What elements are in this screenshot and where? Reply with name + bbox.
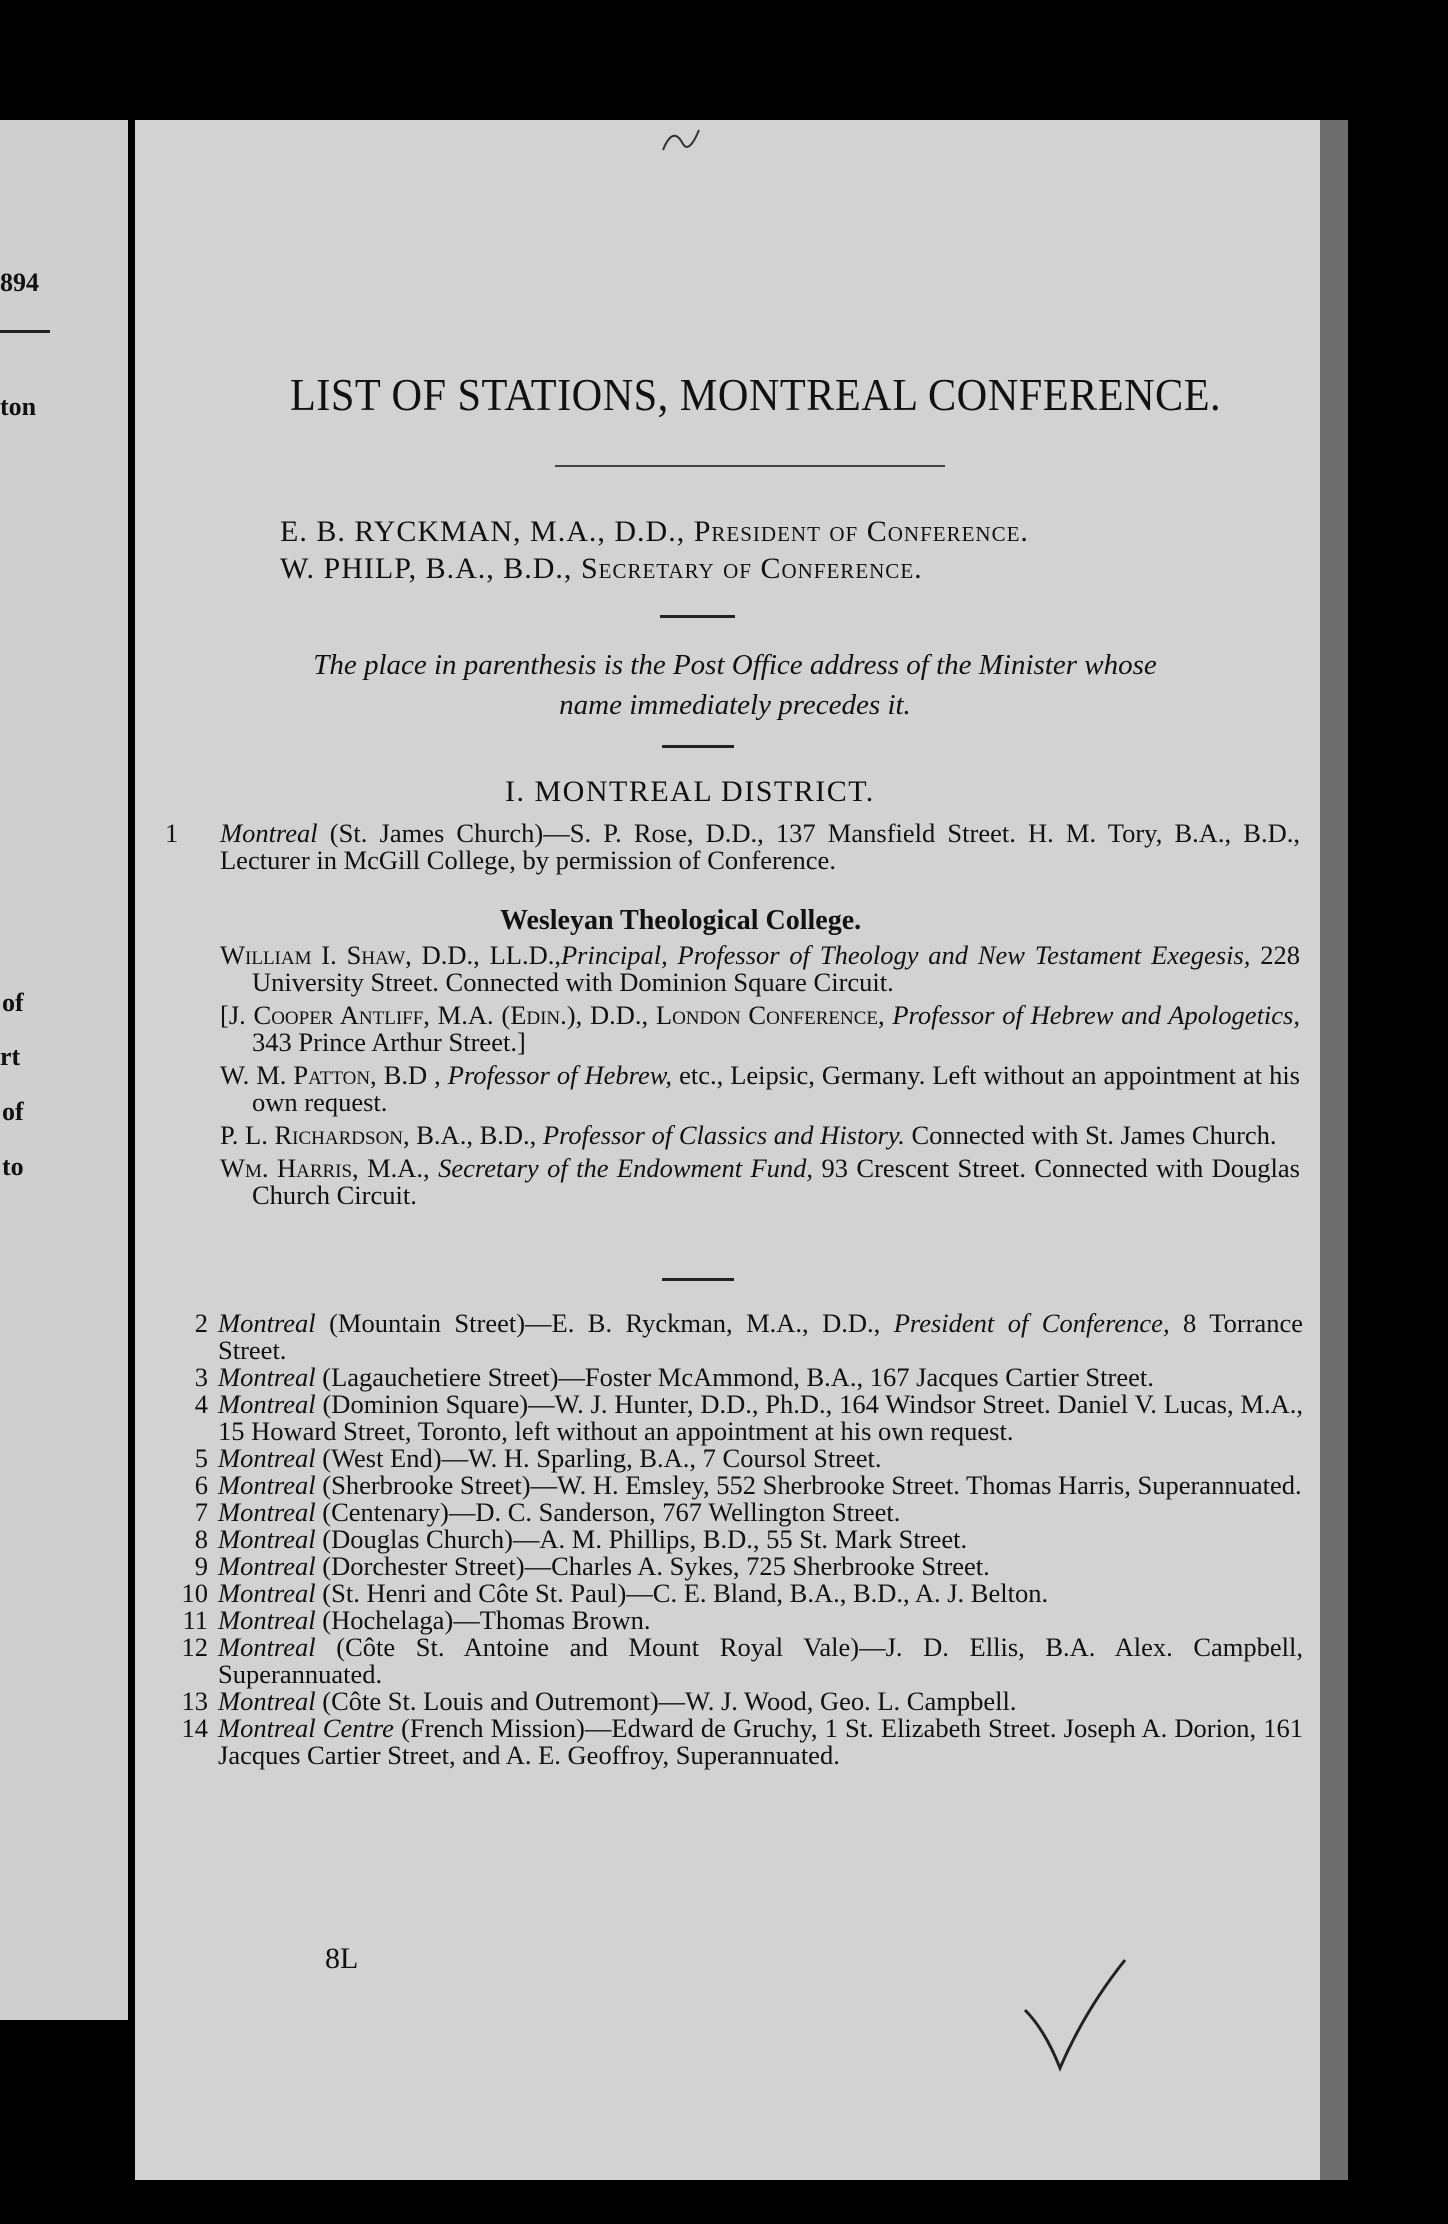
station-text: (Côte St. Antoine and Mount Royal Vale)—J. D. Ellis, B.A. Alex. Campbell, Superannuated. [218,1632,1303,1689]
station-entry [163,1526,1303,1553]
station-place: Montreal [218,1686,316,1716]
station-title: President of Conference, [880,1308,1170,1338]
officer-name: E. B. RYCKMAN, M.A., D.D., [280,515,686,548]
station-number: 5 [194,1443,208,1473]
station-text: (St. Henri and Côte St. Paul)—C. E. Bland, B.A., B.D., A. J. Belton. [315,1578,1049,1608]
station-place: Montreal [218,1632,316,1662]
station-text: (St. James Church)—S. P. Rose, D.D., 137 Mansfield Street. H. M. Tory, B.A., B.D., Lecturer in McGill College, by permission of Conference. [220,818,1300,875]
station-number: 12 [181,1632,208,1662]
adjacent-page-rule [0,330,50,333]
station-number: 14 [181,1713,208,1743]
station-place: Montreal [218,1443,316,1473]
station-text: (Mountain Street)—E. B. Ryckman, M.A., D.D., [315,1308,881,1338]
station-number: 1 [165,818,179,848]
staff-member [220,1153,1300,1210]
page-title: LIST OF STATIONS, MONTREAL CONFERENCE. [290,369,1222,420]
officer-name: W. PHILP, B.A., B.D., [280,552,573,585]
station-entry [163,1688,1303,1715]
note-line: The place in parenthesis is the Post Office address of the Minister whose [313,649,1157,681]
station-entry [163,1607,1303,1634]
station-place: Montreal [218,1308,316,1338]
station-entry [163,1715,1303,1769]
station-address: 8 Torrance Street. [218,1308,1303,1365]
signature-mark: 8L [325,1942,359,1975]
staff-details: 228 University Street. Connected with Dominion Square Circuit. [252,940,1301,997]
station-entry [163,1364,1303,1391]
station-entry [163,1580,1303,1607]
station-list [163,1310,1303,1769]
adjacent-page-text: rt [0,1042,21,1071]
staff-name: P. L. Richardson, B.A., B.D., [220,1120,537,1150]
station-text: (Centenary)—D. C. Sanderson, 767 Wellington Street. [315,1497,901,1527]
station-place: Montreal [218,1605,316,1635]
station-number: 10 [181,1578,208,1608]
adjacent-page-text: of [2,988,24,1017]
station-text: (Dorchester Street)—Charles A. Sykes, 725 Sherbrooke Street. [315,1551,990,1581]
station-text: (Hochelaga)—Thomas Brown. [315,1605,651,1635]
station-place: Montreal [218,1524,316,1554]
station-entry [163,1472,1303,1499]
station-place: Montreal [218,1362,316,1392]
station-number: 3 [194,1362,208,1392]
adjacent-page-text: ton [0,392,37,421]
adjacent-page-text: of [2,1097,24,1126]
district-heading: I. MONTREAL DISTRICT. [505,775,875,808]
station-text: (West End)—W. H. Sparling, B.A., 7 Coursol Street. [315,1443,882,1473]
officer-president [280,515,1029,549]
station-number: 13 [181,1686,208,1716]
station-text: (Douglas Church)—A. M. Phillips, B.D., 55 St. Mark Street. [315,1524,968,1554]
section-rule [662,745,734,748]
station-text: (French Mission)—Edward de Gruchy, 1 St. Elizabeth Street. Joseph A. Dorion, 161 Jacques Cartier Street, and A. E. Geoffroy, Superannuated. [218,1713,1303,1770]
section-rule [660,615,735,618]
station-place: Montreal [218,1551,316,1581]
station-number: 9 [194,1551,208,1581]
book-page [135,120,1335,2180]
staff-name: William I. Shaw, D.D., LL.D., [220,940,561,970]
station-text: (Côte St. Louis and Outremont)—W. J. Wood, Geo. L. Campbell. [315,1686,1017,1716]
staff-details: etc., Leipsic, Germany. Left without an appointment at his own request. [252,1060,1300,1117]
staff-name: W. M. Patton, B.D , [220,1060,441,1090]
staff-name: Wm. Harris, M.A., [220,1153,430,1183]
station-entry [163,1499,1303,1526]
station-entry [163,1553,1303,1580]
adjacent-page-text: 894 [0,268,39,297]
station-entry [163,1391,1303,1445]
station-entry [163,1310,1303,1364]
staff-member [220,940,1301,997]
pen-check-icon [1015,1950,1135,2080]
section-rule [662,1278,734,1281]
officer-role: President of Conference. [693,515,1029,548]
station-place: Montreal [218,1389,316,1419]
staff-role: Professor of Classics and History. [542,1120,905,1150]
station-number: 7 [194,1497,208,1527]
staff-role: Secretary of the Endowment Fund, [438,1153,814,1183]
note-line: name immediately precedes it. [559,689,911,721]
title-rule [555,465,945,467]
station-text: (Dominion Square)—W. J. Hunter, D.D., Ph.D., 164 Windsor Street. Daniel V. Lucas, M.A., 15 Howard Street, Toronto, left without an appointment at his own request. [218,1389,1303,1446]
address-note [155,645,1315,725]
staff-member [220,1060,1300,1117]
station-place: Montreal Centre [218,1713,394,1743]
staff-name: [J. Cooper Antliff, M.A. (Edin.), D.D., London Conference, [220,1000,885,1030]
staff-details: 93 Crescent Street. Connected with Douglas Church Circuit. [252,1153,1300,1210]
college-heading: Wesleyan Theological College. [500,905,862,936]
station-entry [165,820,1300,874]
page-edge-shadow [1320,120,1348,2180]
station-number: 2 [194,1308,208,1338]
officer-secretary [280,552,923,586]
college-staff-list [220,942,1300,1209]
staff-details: 343 Prince Arthur Street.] [252,1027,526,1057]
station-number: 8 [194,1524,208,1554]
station-number: 6 [194,1470,208,1500]
staff-role: Professor of Hebrew, [447,1060,673,1090]
station-text: (Sherbrooke Street)—W. H. Emsley, 552 Sherbrooke Street. Thomas Harris, Superannuated. [315,1470,1302,1500]
station-place: Montreal [218,1497,316,1527]
pen-scribble-icon [655,120,715,160]
staff-member [220,1120,1300,1150]
station-place: Montreal [218,1578,316,1608]
station-number: 11 [182,1605,208,1635]
station-place: Montreal [218,1470,316,1500]
station-text: (Lagauchetiere Street)—Foster McAmmond, B.A., 167 Jacques Cartier Street. [315,1362,1154,1392]
staff-role: Professor of Hebrew and Apologetics, [892,1000,1300,1030]
station-entry [163,1634,1303,1688]
station-number: 4 [194,1389,208,1419]
station-entry [163,1445,1303,1472]
adjacent-page-text: to [2,1152,24,1181]
officer-role: Secretary of Conference. [580,552,923,585]
staff-member [220,1000,1300,1057]
staff-details: Connected with St. James Church. [904,1120,1277,1150]
staff-role: Principal, Professor of Theology and New Testament Exegesis, [560,940,1251,970]
station-place: Montreal [220,818,318,848]
station-body [220,820,1300,874]
